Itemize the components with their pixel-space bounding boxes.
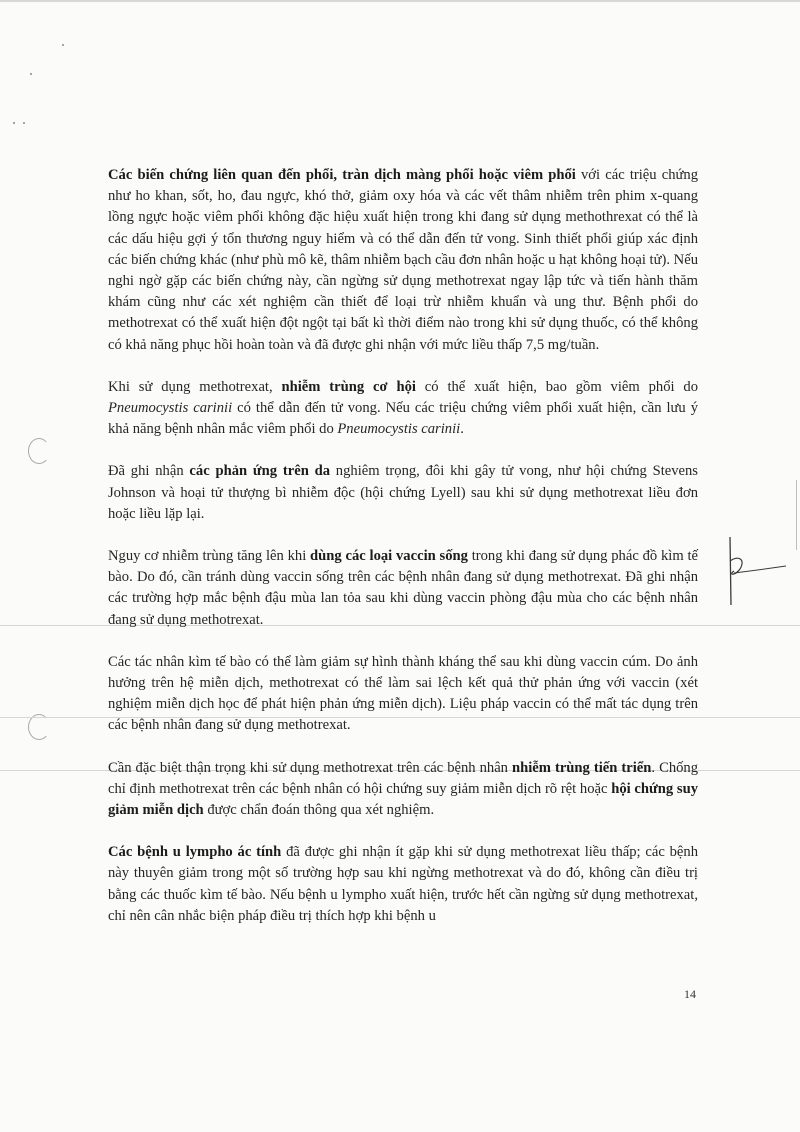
paragraph-text: trong khi đang sử dụng phác đồ kìm tế bào. Do đó, cần tránh dùng vaccin sống trên các bệnh nhân đang sử dụng methotrexat. Đã ghi nhận các trường hợp mắc bệnh đậu mùa lan tỏa sau khi dùng vaccin phòng đậu mùa cho các bệnh nhân đang sử dụng methotrexat.	[108, 548, 698, 628]
paragraph-text: được chẩn đoán thông qua xét nghiệm.	[203, 802, 435, 819]
paragraph-text: Cần đặc biệt thận trọng khi sử dụng methotrexat trên các bệnh nhân	[108, 759, 513, 776]
paragraph-text: đã được ghi nhận ít gặp khi sử dụng methotrexat liều thấp; các bệnh này thuyên giảm trong một số trường hợp sau khi ngừng methotrexat và do đó, không cần điều trị bằng các thuốc kìm tế bào. Nếu bệnh u lympho xuất hiện, trước hết cần ngừng sử dụng methotrexat, chỉ nên cân nhắc biện pháp điều trị thích hợp khi bệnh u	[108, 844, 698, 924]
paragraph-text: có thể dẫn đến tử vong. Nếu các triệu chứng viêm phổi xuất hiện, cần lưu ý khả năng bệnh nhân mắc viêm phổi do	[108, 400, 699, 438]
paragraph-text: Đã ghi nhận	[108, 463, 190, 480]
body-paragraph	[108, 377, 698, 441]
scan-speck	[30, 73, 32, 75]
paragraph-text: Nguy cơ nhiễm trùng tăng lên khi	[108, 548, 311, 565]
emphasis-text: dùng các loại vaccin sống	[310, 548, 468, 565]
italic-text: Pneumocystis carinii	[337, 421, 461, 438]
body-paragraph	[108, 461, 698, 525]
scan-speck	[23, 122, 25, 124]
body-paragraph	[108, 165, 698, 356]
paragraph-text: có thể xuất hiện, bao gồm viêm phổi do	[415, 378, 699, 395]
paragraph-text: . Chống chỉ định methotrexat trên các bệnh nhân có hội chứng suy giảm miễn dịch rõ rệt hoặc	[108, 759, 699, 797]
scan-speck	[13, 122, 15, 124]
italic-text: Pneumocystis carinii	[108, 400, 233, 417]
initials-signature	[720, 533, 790, 608]
document-body	[108, 165, 698, 927]
paragraph-text: .	[460, 421, 464, 438]
body-paragraph	[108, 758, 698, 822]
paragraph-text: Khi sử dụng methotrexat,	[108, 378, 282, 395]
scan-speck	[62, 44, 64, 46]
paragraph-text: với các triệu chứng như ho khan, sốt, ho, đau ngực, khó thở, giảm oxy hóa và các vết thâm nhiễm trên phim x-quang lồng ngực hoặc viêm phổi không đặc hiệu xuất hiện trong khi đang sử dụng methothrexat có thể là các dấu hiệu gợi ý tổn thương nguy hiểm và có thể dẫn đến tử vong. Sinh thiết phổi giúp xác định các biến chứng khác (như phù mô kẽ, thâm nhiễm bạch cầu đơn nhân hoặc u hạt không hoại tử). Nếu nghi ngờ gặp các biến chứng này, cần ngừng sử dụng methotrexat ngay lập tức và tiến hành thăm khám cũng như các xét nghiệm cần thiết để loại trừ nhiễm khuẩn và ung thư. Bệnh phổi do methotrexat có thể xuất hiện đột ngột tại bất kì thời điểm nào trong khi sử dụng thuốc, có thể không có khả năng phục hồi hoàn toàn và đã được ghi nhận với mức liều thấp 7,5 mg/tuần.	[108, 167, 698, 353]
punch-hole-top	[28, 438, 50, 464]
paragraph-text: nghiêm trọng, đôi khi gây tử vong, như hội chứng Stevens Johnson và hoại tử thượng bì nhiễm độc (hội chứng Lyell) sau khi sử dụng methotrexat liều đơn hoặc liều lặp lại.	[108, 463, 698, 522]
body-paragraph	[108, 652, 698, 737]
page-number: 14	[684, 987, 696, 1001]
emphasis-text: nhiễm trùng tiến triển	[512, 759, 652, 776]
body-paragraph	[108, 546, 698, 631]
paragraph-text: Các tác nhân kìm tế bào có thể làm giảm sự hình thành kháng thể sau khi dùng vaccin cúm. Do ảnh hưởng trên hệ miễn dịch, methotrexat có thể làm sai lệch kết quả thử phản ứng với vaccin (xét nghiệm miễn dịch học để phát hiện phản ứng miễn dịch). Liệu pháp vaccin có thể mất tác dụng trên các bệnh nhân đang sử dụng methotrexat.	[108, 653, 698, 734]
page-right-edge	[796, 480, 797, 550]
emphasis-text: hội chứng suy giảm miễn dịch	[108, 780, 698, 819]
emphasis-text: Các bệnh u lympho ác tính	[108, 844, 282, 861]
body-paragraph	[108, 842, 698, 927]
emphasis-text: các phản ứng trên da	[189, 463, 331, 480]
emphasis-text: nhiễm trùng cơ hội	[281, 378, 416, 395]
emphasis-text: Các biến chứng liên quan đến phổi, tràn dịch màng phổi hoặc viêm phổi	[108, 167, 576, 183]
page-top-edge	[0, 0, 800, 2]
